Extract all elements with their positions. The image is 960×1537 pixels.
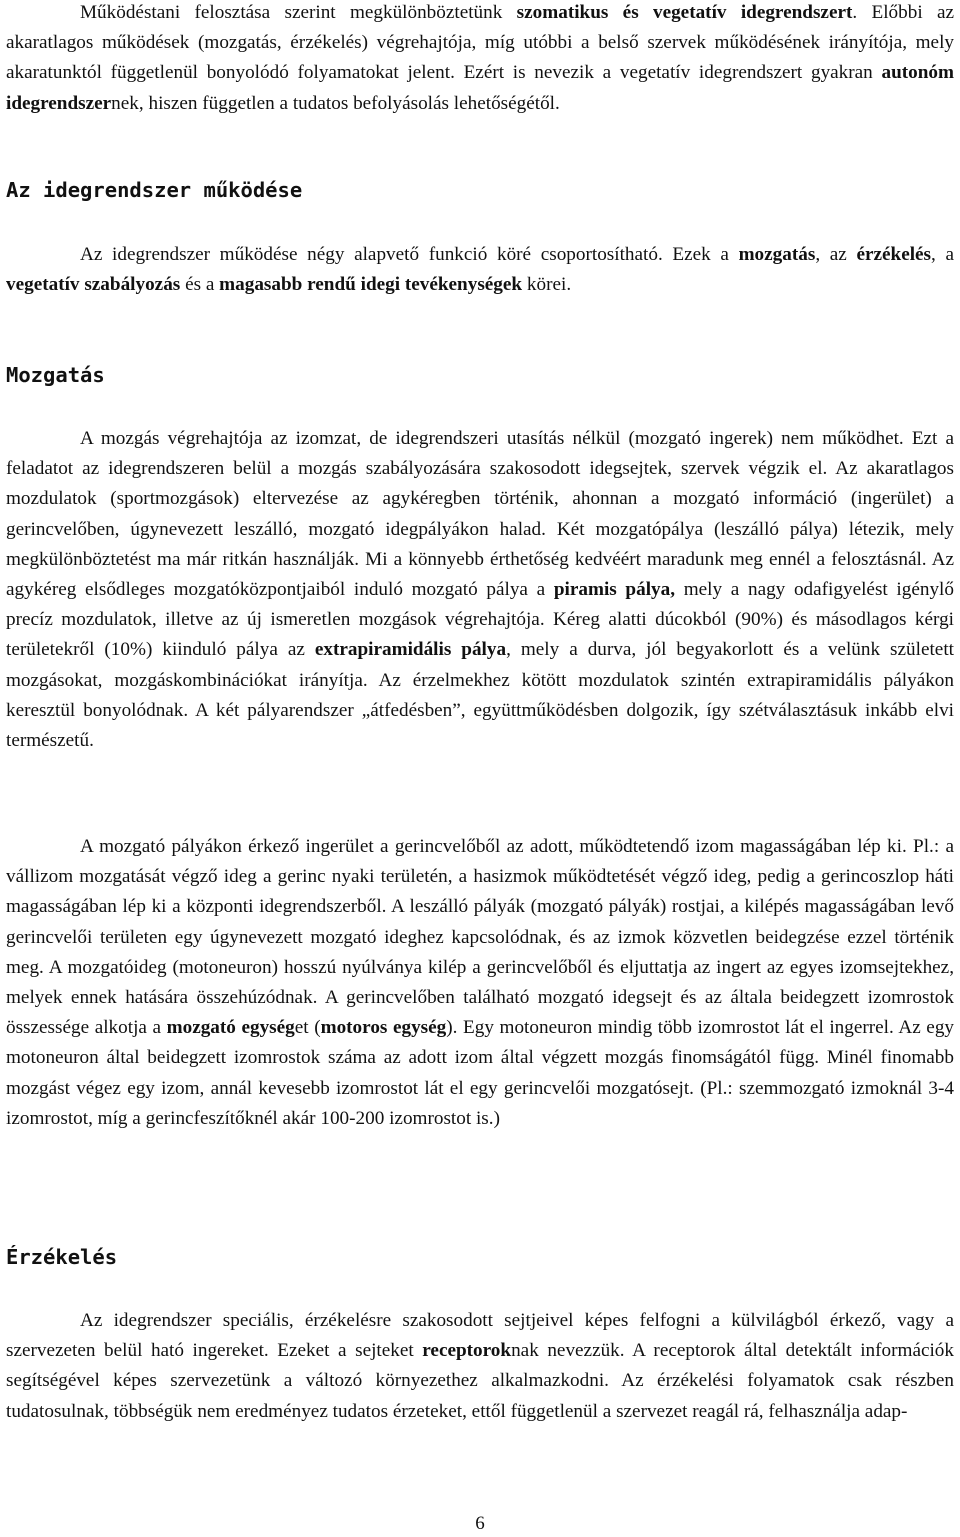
text-run: mely a nagy odafigyelést igénylő precíz mozdulatok, illetve az új ismeretlen mozgások végrehajtója. Kéreg alatti dúcokból (90%) és másodlagos kérgi területekről (10%) kiinduló pálya az — [6, 579, 954, 661]
text-run: ). Egy motoneuron mindig több izomrostot lát el ingerrel. Az egy motoneuron által beidegzett izomrostok száma az adott izom által végzett mozgás finomságától függ. Minél finomabb mozgást végez egy izom, annál kevesebb izomrostot lát el egy gerincvelői mozgatósejt. (Pl.: szemmozgató izmoknál 3-4 izomrostot, míg a gerincfeszítőknél akár 100-200 izomrostot is.) — [6, 1017, 955, 1129]
bold-term: mozgató egység — [166, 1017, 295, 1039]
intro-paragraph — [6, 0, 954, 119]
text-run: , a — [931, 244, 954, 265]
bold-term: vegetatív szabályozás — [6, 274, 181, 296]
text-run: és a — [180, 274, 220, 296]
bold-term: receptorok — [422, 1340, 512, 1362]
text-run: Az idegrendszer speciális, érzékelésre szakosodott sejtjeivel képes felfogni a külvilágból érkező, vagy a szervezeten belül ható ingereket. Ezeket a sejteket — [6, 1310, 954, 1362]
text-run: A mozgás végrehajtója az izomzat, de idegrendszeri utasítás nélkül (mozgató ingerek) nem működhet. Ezt a feladatot az idegrendszeren belül a mozgás szabályozására szakosodott idegsejtek, szervek végzik el. Az akaratlagos mozdulatok (sportmozgások) eltervezése az agykéregben történik, ahonnan a mozgató információ (ingerület) a gerincvelőben, úgynevezett leszálló, mozgató idegpályákon halad. Két mozgatópálya (leszálló pálya) létezik, mely megkülönböztetést ma már ritkán használják. Mi a könnyebb érthetőség kedvéért maradunk meg ennél a felosztásnál. Az agykéreg elsődleges mozgatóközpontjaiból induló mozgató pálya a — [6, 428, 954, 601]
section-heading-movement: Mozgatás — [6, 363, 105, 387]
text-run: et ( — [294, 1017, 321, 1039]
text-run: nek, hiszen független a tudatos befolyásolás lehetőségétől. — [111, 92, 560, 114]
text-run: Működéstani felosztása szerint megkülönböztetünk — [80, 2, 517, 23]
bold-term: extrapiramidális pálya — [314, 639, 507, 661]
page-number: 6 — [475, 1513, 485, 1534]
sensation-paragraph — [6, 1306, 954, 1427]
text-run: , az — [815, 244, 857, 265]
movement-paragraph-1 — [6, 424, 954, 756]
bold-term: piramis pálya, — [553, 579, 676, 601]
movement-paragraph-2 — [6, 832, 954, 1134]
text-run: , mely a durva, jól begyakorlott és a velünk született mozgásokat, mozgáskombinációkat irányítja. Az érzelmekhez kötött mozdulatok szintén extrapiramidális pályákon keresztül bonyolódnak. A két pályarendszer „átfedésben”, együttműködésben dolgozik, így szétválasztásuk inkább elvi természetű. — [6, 639, 954, 752]
bold-term: szomatikus és vegetatív idegrendszert — [516, 2, 853, 23]
bold-term: autonóm idegrendszer — [6, 62, 954, 114]
section-heading-nervous-system-function: Az idegrendszer működése — [6, 178, 303, 202]
bold-term: motoros egység — [320, 1017, 447, 1039]
text-run: A mozgató pályákon érkező ingerület a gerincvelőből az adott, működtetendő izom magasságában lép ki. Pl.: a vállizom mozgatását végző ideg a gerinc nyaki területén, a hasizmok működtetését végző ideg, pedig a gerincoszlop háti magasságában lép ki a központi idegrendszerből. A leszálló pályák (mozgató pályák) rostjai, a kilépés magasságában levő gerincvelői területen egy úgynevezett mozgató ideghez kapcsolódnak, és az izmok közvetlen beidegzése ezzel történik meg. A mozgatóideg (motoneuron) hosszú nyúlványa kilép a gerincvelőből és eljuttatja az ingert az egyes izomsejtekhez, melyek ennek hatására összehúzódnak. A gerincvelőben található mozgató idegsejt és az általa beidegzett izomrostok összessége alkotja a — [6, 836, 954, 1039]
section-heading-sensation: Érzékelés — [6, 1245, 118, 1269]
text-run: nak nevezzük. A receptorok által detektált információk segítségével képes szervezetünk a változó környezethez alkalmazkodni. Az érzékelési folyamatok csak részben tudatosulnak, többségük nem eredményez tudatos érzeteket, ettől függetlenül a szervezet reagál rá, felhasználja adap- — [6, 1340, 954, 1422]
text-run: . Előbbi az akaratlagos működések (mozgatás, érzékelés) végrehajtója, míg utóbbi a belső szervek működésének irányítója, mely akaratunktól függetlenül bonyolódó folyamatokat jelent. Ezért is nevezik a vegetatív idegrendszert gyakran — [6, 2, 955, 84]
bold-term: mozgatás — [738, 244, 816, 265]
bold-term: érzékelés — [856, 244, 932, 265]
text-run: körei. — [522, 274, 572, 296]
section1-paragraph — [6, 240, 954, 300]
bold-term: magasabb rendű idegi tevékenységek — [219, 274, 523, 296]
text-run: Az idegrendszer működése négy alapvető funkció köré csoportosítható. Ezek a — [80, 244, 739, 265]
